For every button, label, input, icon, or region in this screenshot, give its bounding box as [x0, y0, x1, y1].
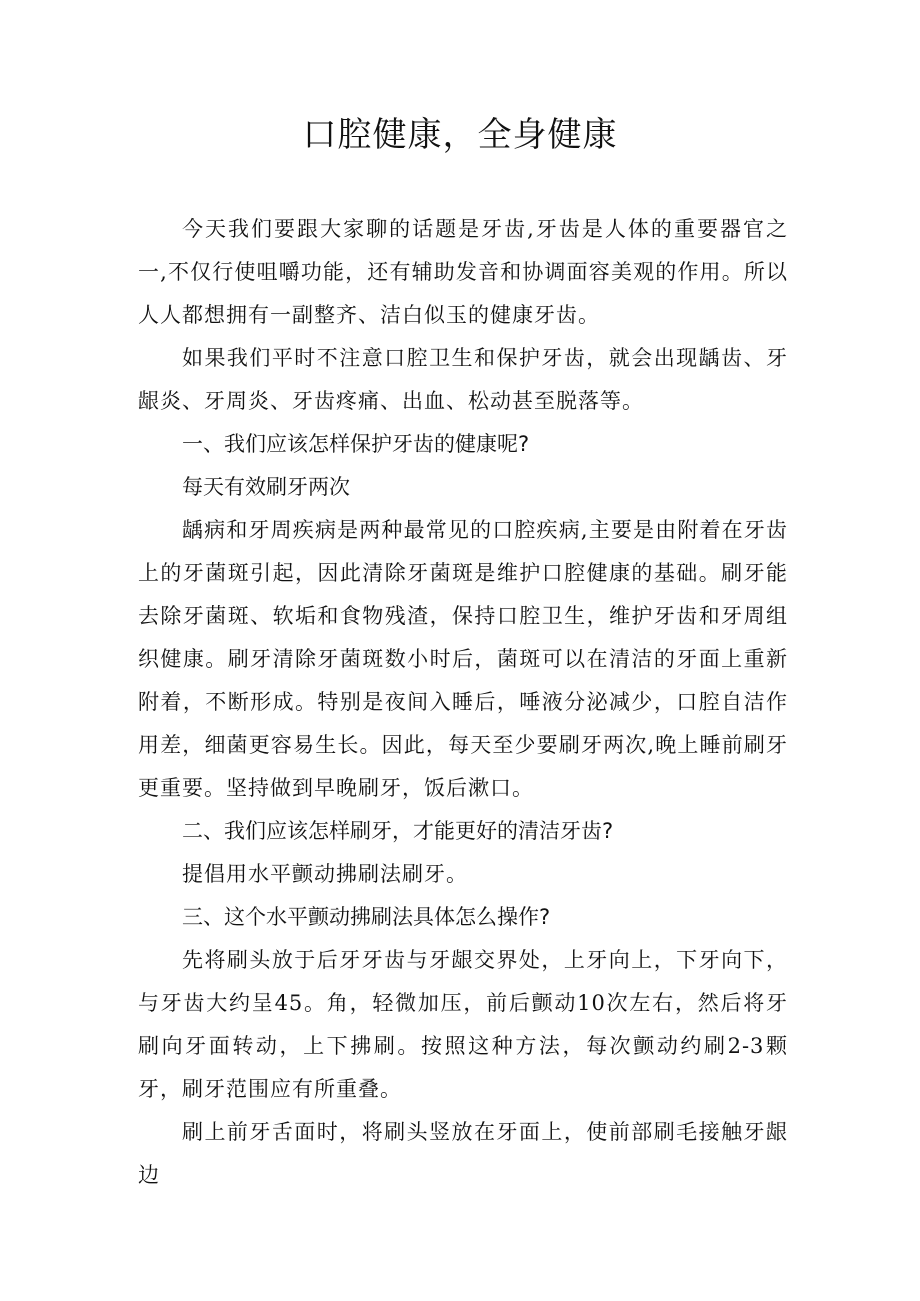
technique-paragraph: 先将刷头放于后牙牙齿与牙龈交界处，上牙向上，下牙向下，与牙齿大约呈45。角，轻微加压，前后颤动10次左右，然后将牙刷向牙面转动，上下拂刷。按照这种方法，每次颤动约刷2-3颗牙，刷牙范围应有所重叠。: [138, 948, 788, 1101]
section-heading-2: 二、我们应该怎样刷牙，才能更好的清洁牙齿?: [182, 819, 614, 843]
method-paragraph: 提倡用水平颤动拂刷法刷牙。: [182, 862, 468, 886]
section-heading-3: 三、这个水平颤动拂刷法具体怎么操作?: [182, 905, 551, 929]
intro-paragraph: 今天我们要跟大家聊的话题是牙齿,牙齿是人体的重要器官之一,不仅行使咀嚼功能，还有辅助发音和协调面容美观的作用。所以人人都想拥有一副整齐、洁白似玉的健康牙齿。: [138, 217, 788, 327]
subheading-brush-twice: 每天有效刷牙两次: [182, 475, 350, 499]
document-body: [138, 208, 788, 1197]
front-teeth-paragraph: 刷上前牙舌面时，将刷头竖放在牙面上，使前部刷毛接触牙龈边: [138, 1120, 788, 1187]
problem-paragraph: 如果我们平时不注意口腔卫生和保护牙齿，就会出现龋齿、牙龈炎、牙周炎、牙齿疼痛、出血、松动甚至脱落等。: [138, 346, 788, 413]
section-heading-1: 一、我们应该怎样保护牙齿的健康呢?: [182, 432, 530, 456]
document-title: 口腔健康，全身健康: [302, 115, 618, 155]
brushing-paragraph: 龋病和牙周疾病是两种最常见的口腔疾病,主要是由附着在牙齿上的牙菌斑引起，因此清除牙菌斑是维护口腔健康的基础。刷牙能去除牙菌斑、软垢和食物残渣，保持口腔卫生，维护牙齿和牙周组织健康。刷牙清除牙菌斑数小时后，菌斑可以在清洁的牙面上重新附着，不断形成。特别是夜间入睡后，唾液分泌减少，口腔自洁作用差，细菌更容易生长。因此，每天至少要刷牙两次,晚上睡前刷牙更重要。坚持做到早晚刷牙，饭后漱口。: [138, 518, 788, 800]
